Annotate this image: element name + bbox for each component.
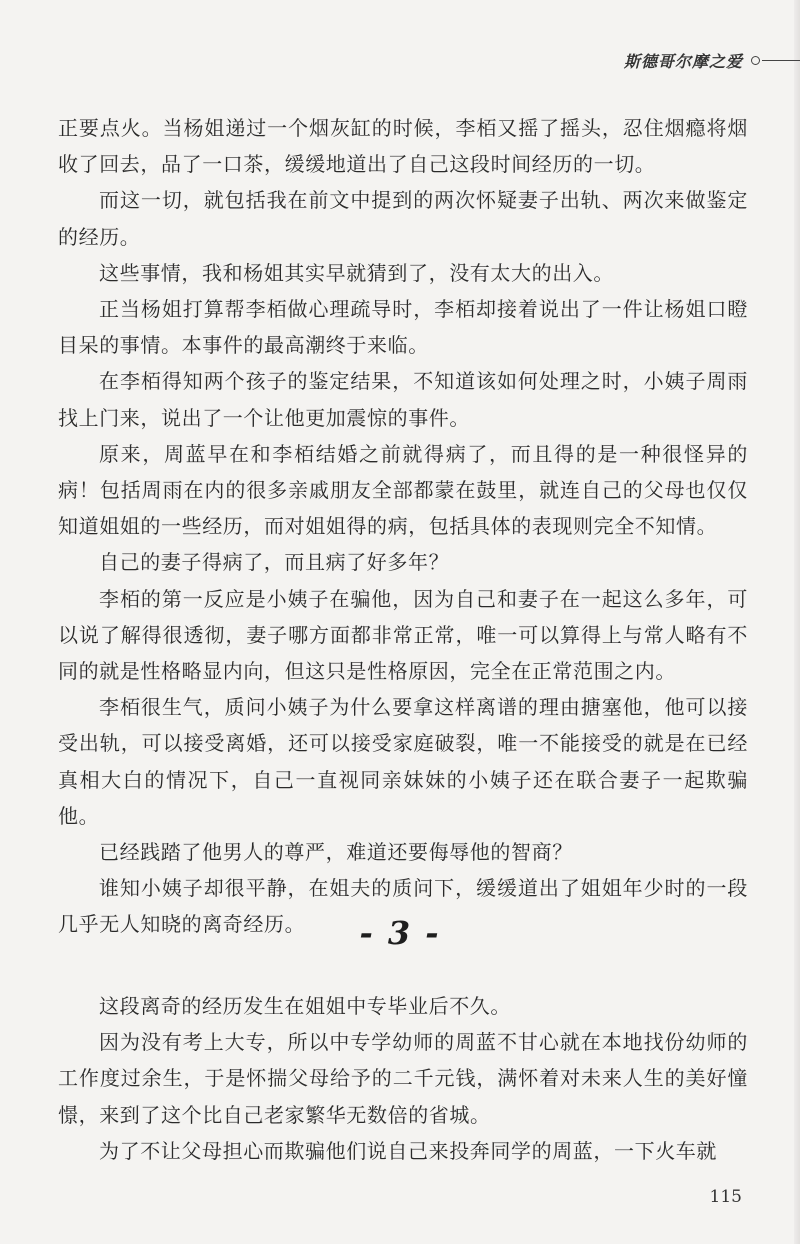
- page-number: 115: [709, 1187, 742, 1207]
- paragraph: 正当杨姐打算帮李栢做心理疏导时，李栢却接着说出了一件让杨姐口瞪目呆的事情。本事件的最高潮终于来临。: [58, 297, 748, 358]
- header-circle-ornament: [751, 56, 760, 65]
- paragraph: 已经践踏了他男人的尊严，难道还要侮辱他的智商？: [99, 840, 573, 865]
- header-rule: [762, 60, 800, 61]
- paragraph: 李栢的第一反应是小姨子在骗他，因为自己和妻子在一起这么多年，可以说了解得很透彻，妻子哪方面都非常正常，唯一可以算得上与常人略有不同的就是性格略显内向，但这只是性格原因，完全在正常范围之内。: [58, 586, 748, 684]
- paragraph: 这些事情，我和杨姐其实早就猜到了，没有太大的出入。: [99, 260, 614, 285]
- paragraph: 这段离奇的经历发生在姐姐中专毕业后不久。: [99, 994, 511, 1018]
- body-text-lower: [58, 988, 748, 1169]
- paragraph: 而这一切，就包括我在前文中提到的两次怀疑妻子出轨、两次来做鉴定的经历。: [58, 188, 748, 249]
- paragraph: 因为没有考上大专，所以中专学幼师的周蓝不甘心就在本地找份幼师的工作度过余生，于是怀揣父母给予的二千元钱，满怀着对未来人生的美好憧憬，来到了这个比自己老家繁华无数倍的省城。: [58, 1030, 748, 1127]
- page-edge: [794, 0, 800, 1244]
- paragraph: 自己的妻子得病了，而且病了好多年？: [99, 550, 450, 575]
- paragraph: 为了不让父母担心而欺骗他们说自己来投奔同学的周蓝，一下火车就: [99, 1138, 717, 1163]
- running-header: [624, 48, 800, 72]
- paragraph: 在李栢得知两个孩子的鉴定结果，不知道该如何处理之时，小姨子周雨找上门来，说出了一个让他更加震惊的事件。: [58, 369, 748, 430]
- paragraph: 原来，周蓝早在和李栢结婚之前就得病了，而且得的是一种很怪异的病！包括周雨在内的很多亲戚朋友全部都蒙在鼓里，就连自己的父母也仅仅知道姐姐的一些经历，而对姐姐得的病，包括具体的表现则完全不知情。: [58, 441, 748, 539]
- header-title: 斯德哥尔摩之爱: [623, 51, 743, 71]
- paragraph: 谁知小姨子却很平静，在姐夫的质问下，缓缓道出了姐姐年少时的一段几乎无人知晓的离奇经历。: [58, 876, 748, 937]
- body-text-upper: [58, 110, 748, 943]
- paragraph: 正要点火。当杨姐递过一个烟灰缸的时候，李栢又摇了摇头，忍住烟瘾将烟收了回去，品了一口茶，缓缓地道出了自己这段时间经历的一切。: [58, 116, 748, 177]
- section-number: - 3 -: [359, 914, 441, 952]
- paragraph: 李栢很生气，质问小姨子为什么要拿这样离谱的理由搪塞他，他可以接受出轨，可以接受离婚，还可以接受家庭破裂，唯一不能接受的就是在已经真相大白的情况下，自己一直视同亲妹妹的小姨子还在联合妻子一起欺骗他。: [58, 695, 748, 828]
